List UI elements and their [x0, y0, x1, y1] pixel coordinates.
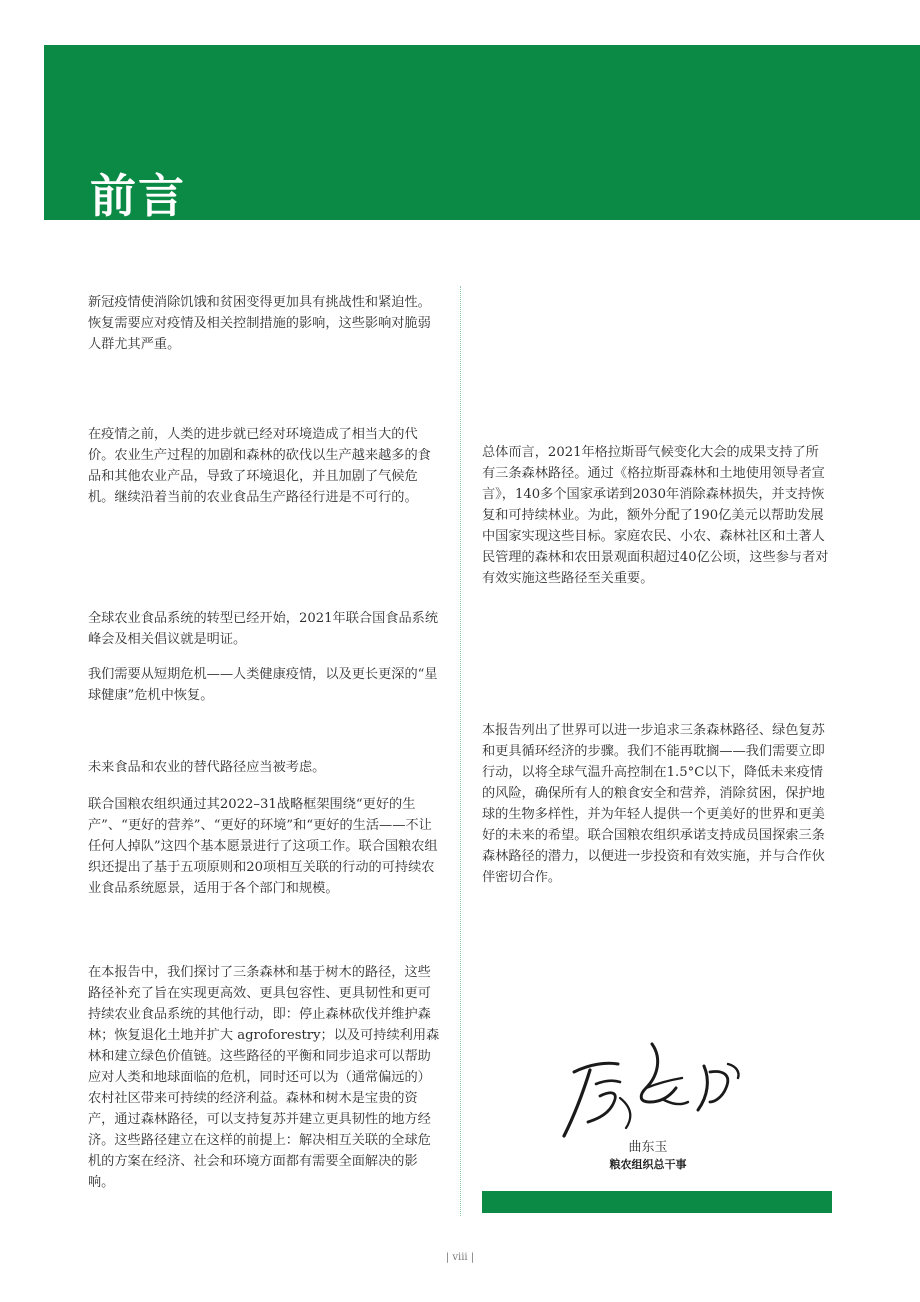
- page-number: | viii |: [445, 1252, 475, 1263]
- column-divider: [460, 286, 461, 1216]
- bottom-green-bar: [482, 1191, 832, 1213]
- left-paragraph-4: 我们需要从短期危机——人类健康疫情，以及更长更深的“星球健康”危机中恢复。: [88, 667, 438, 703]
- signatory-title: 粮农组织总干事: [609, 1158, 687, 1171]
- signatory-name: 曲东玉: [628, 1140, 668, 1155]
- left-paragraph-5: 未来食品和农业的替代路径应当被考虑。: [88, 760, 326, 775]
- left-paragraph-3: 全球农业食品系统的转型已经开始，2021年联合国食品系统峰会及相关倡议就是明证。: [88, 611, 439, 647]
- page-title: 前言: [90, 169, 186, 220]
- left-paragraph-6: 联合国粮农组织通过其2022–31战略框架围绕“更好的生产”、“更好的营养”、“更好的环境”和“更好的生活——不让任何人掉队”这四个基本愿景进行了这项工作。联合国粮农组织还提出了基于五项原则和20项相互关联的行动的可持续农业食品系统愿景，适用于各个部门和规模。: [88, 797, 438, 896]
- left-paragraph-7: 在本报告中，我们探讨了三条森林和基于树木的路径，这些路径补充了旨在实现更高效、更具包容性、更具韧性和更可持续农业食品系统的其他行动，即：停止森林砍伐并维护森林；恢复退化土地并扩大 agroforestry；以及可持续利用森林和建立绿色价值链。这些路径的平衡和同步追求可以帮助应对人类和地球面临的危机，同时还可以为（通常偏远的）农村社区带来可持续的经济利益。森林和树木是宝贵的资产，通过森林路径，可以支持复苏并建立更具韧性的地方经济。这些路径建立在这样的前提上：解决相互关联的全球危机的方案在经济、社会和环境方面都有需要全面解决的影响。: [88, 965, 440, 1190]
- left-paragraph-1: 新冠疫情使消除饥饿和贫困变得更加具有挑战性和紧迫性。恢复需要应对疫情及相关控制措施的影响，这些影响对脆弱人群尤其严重。: [88, 295, 431, 352]
- header-band: [44, 45, 920, 220]
- left-paragraph-2: 在疫情之前，人类的进步就已经对环境造成了相当大的代价。农业生产过程的加剧和森林的砍伐以生产越来越多的食品和其他农业产品，导致了环境退化，并且加剧了气候危机。继续沿着当前的农业食品生产路径行进是不可行的。: [88, 427, 431, 505]
- right-paragraph-1: 总体而言，2021年格拉斯哥气候变化大会的成果支持了所有三条森林路径。通过《格拉斯哥森林和土地使用领导者宣言》，140多个国家承诺到2030年消除森林损失，并支持恢复和可持续林业。为此，额外分配了190亿美元以帮助发展中国家实现这些目标。家庭农民、小农、森林社区和土著人民管理的森林和农田景观面积超过40亿公顷，这些参与者对有效实施这些路径至关重要。: [482, 445, 829, 586]
- right-paragraph-2: 本报告列出了世界可以进一步追求三条森林路径、绿色复苏和更具循环经济的步骤。我们不能再耽搁——我们需要立即行动，以将全球气温升高控制在1.5°C以下，降低未来疫情的风险，确保所有人的粮食安全和营养，消除贫困，保护地球的生物多样性，并为年轻人提供一个更美好的世界和更美好的未来的希望。联合国粮农组织承诺支持成员国探索三条森林路径的潜力，以便进一步投资和有效实施，并与合作伙伴密切合作。: [482, 723, 825, 885]
- signature-image: [560, 1036, 760, 1146]
